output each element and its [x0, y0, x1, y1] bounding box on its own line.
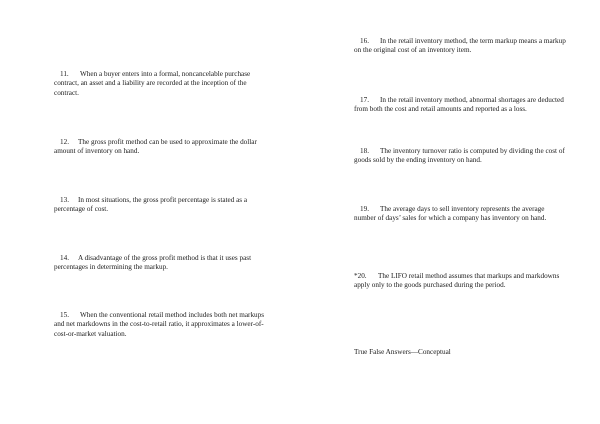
- question-16: [354, 37, 568, 56]
- question-number: *20.: [354, 272, 367, 280]
- question-number: 18.: [360, 147, 369, 155]
- question-number: 16.: [360, 37, 369, 45]
- question-20: [354, 272, 568, 291]
- question-number: 12.: [60, 138, 69, 146]
- question-text: In the retail inventory method, abnormal shortages are deducted from both the cost and retail amounts and reported as a loss.: [354, 96, 564, 114]
- question-text: In the retail inventory method, the term markup means a markup on the original cost of an inventory item.: [354, 37, 566, 55]
- section-heading: True False Answers—Conceptual: [354, 348, 451, 357]
- question-12: [54, 138, 266, 157]
- question-11: [54, 70, 266, 98]
- question-number: 14.: [60, 254, 69, 262]
- question-number: 17.: [360, 96, 369, 104]
- question-number: 11.: [60, 70, 69, 78]
- question-15: [54, 311, 266, 339]
- question-number: 15.: [60, 311, 69, 319]
- question-text: The LIFO retail method assumes that markups and markdowns apply only to the goods purchased during the period.: [354, 272, 560, 290]
- question-17: [354, 96, 568, 115]
- question-number: 19.: [360, 205, 369, 213]
- question-13: [54, 196, 266, 215]
- question-19: [354, 205, 568, 224]
- question-text: A disadvantage of the gross profit method is that it uses past percentages in determining the markup.: [54, 254, 252, 272]
- question-18: [354, 147, 568, 166]
- question-14: [54, 254, 266, 273]
- question-text: When the conventional retail method includes both net markups and net markdowns in the cost-to-retail ratio, it approximates a lower-of-cost-or-market valuation.: [54, 311, 265, 338]
- question-text: The gross profit method can be used to approximate the dollar amount of inventory on hand.: [54, 138, 257, 156]
- question-text: The inventory turnover ratio is computed by dividing the cost of goods sold by the ending inventory on hand.: [354, 147, 565, 165]
- question-number: 13.: [60, 196, 69, 204]
- question-text: The average days to sell inventory represents the average number of days’ sales for which a company has inventory on hand.: [354, 205, 547, 223]
- question-text: In most situations, the gross profit percentage is stated as a percentage of cost.: [54, 196, 248, 214]
- question-text: When a buyer enters into a formal, noncancelable purchase contract, an asset and a liability are recorded at the inception of the contract.: [54, 70, 251, 97]
